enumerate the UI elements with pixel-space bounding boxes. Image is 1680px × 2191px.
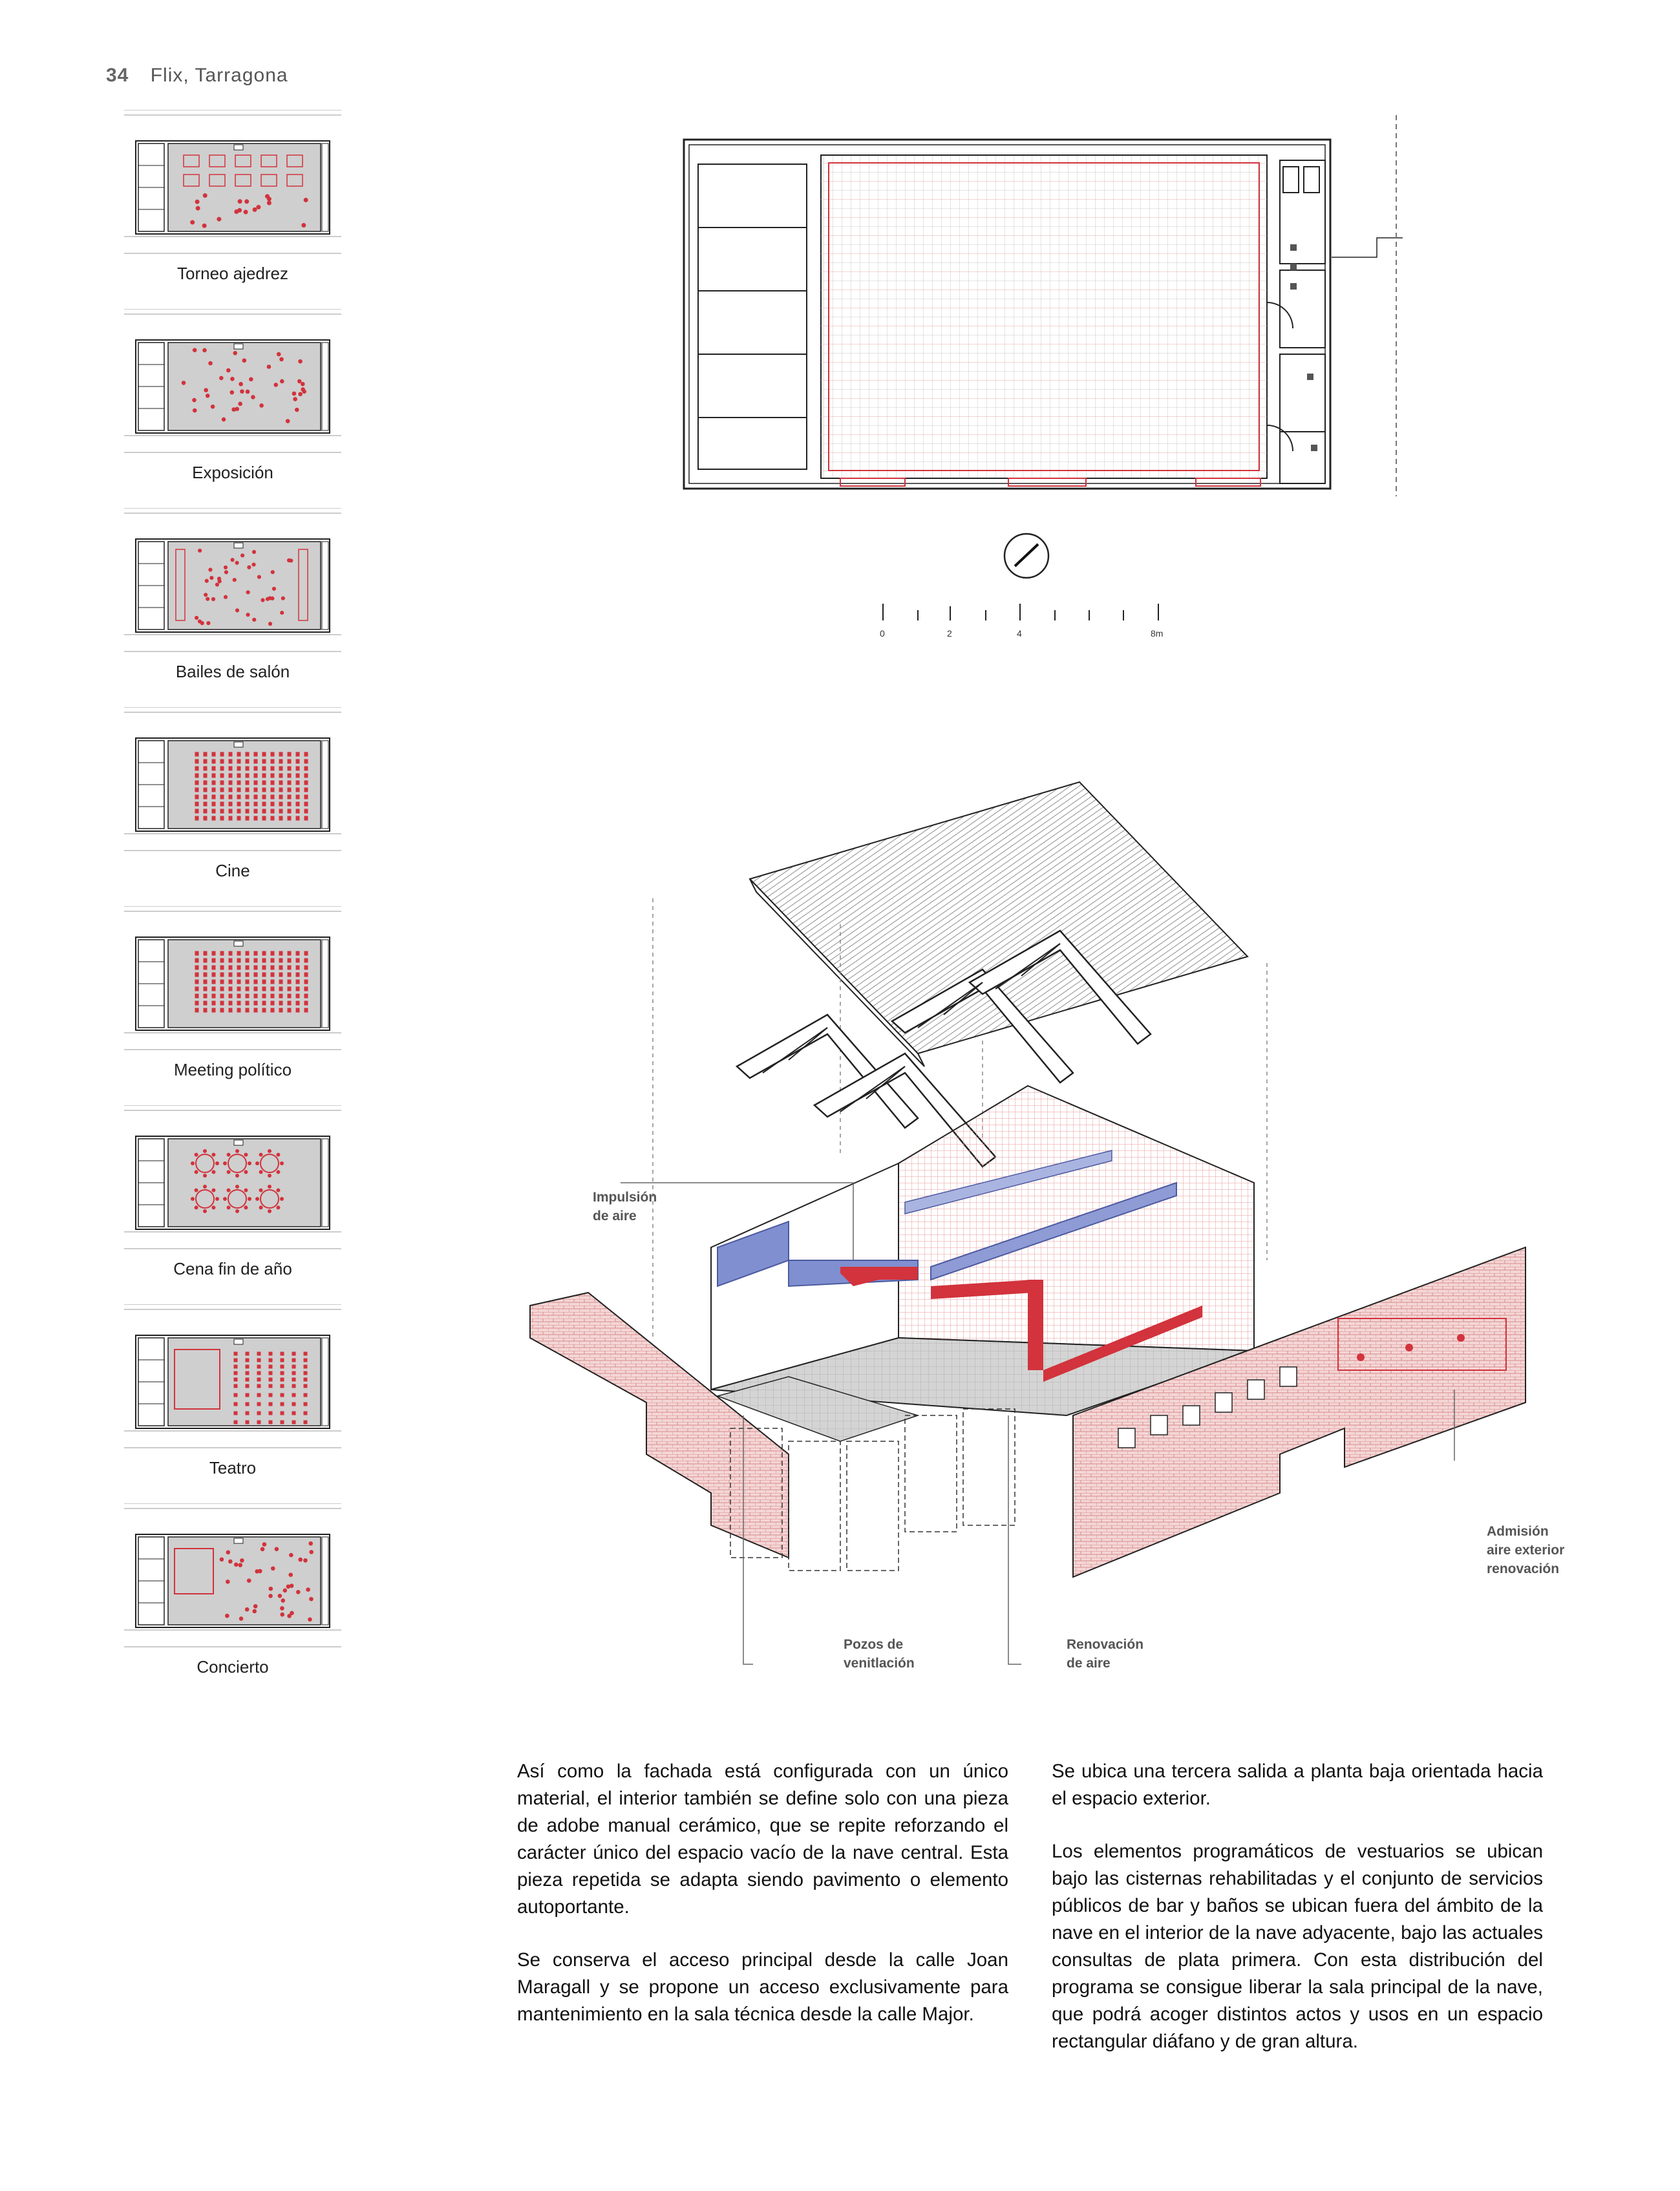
- layout-plan-theatre: [124, 1304, 341, 1453]
- layout-thumbnail: [124, 1105, 341, 1299]
- layout-caption: Cena fin de año: [173, 1259, 292, 1278]
- scale-label-8m: 8m: [1151, 628, 1164, 639]
- layout-thumbnail: [124, 309, 341, 503]
- north-arrow-icon: [1001, 530, 1052, 582]
- callout-line: de aire: [593, 1209, 637, 1223]
- layout-plan-meeting: [124, 906, 341, 1055]
- callout-line: de aire: [1067, 1656, 1111, 1671]
- axonometric-section: [517, 769, 1616, 1674]
- page-number: 34: [106, 65, 129, 86]
- body-text-column-1: [517, 1758, 1008, 2054]
- layout-plan-expo: [124, 309, 341, 458]
- callout-renovacion-aire: [1067, 1635, 1143, 1673]
- layout-thumbnail: [124, 707, 341, 901]
- paragraph: Se ubica una tercera salida a planta baja orientada hacia el espacio exterior.: [1052, 1761, 1543, 1809]
- callout-line: Admisión: [1487, 1524, 1549, 1539]
- callout-pozos-ventilacion: [844, 1635, 915, 1673]
- layout-caption: Teatro: [209, 1458, 257, 1477]
- layout-caption: Concierto: [197, 1657, 269, 1677]
- callout-impulsion-aire: [593, 1188, 657, 1225]
- layout-thumbnail: [124, 1503, 341, 1697]
- callout-line: renovación: [1487, 1561, 1560, 1576]
- body-text-column-2: [1052, 1758, 1543, 2081]
- callout-line: aire exterior: [1487, 1543, 1565, 1558]
- page-header: [106, 65, 288, 87]
- layout-caption: Exposición: [192, 463, 273, 482]
- layout-plan-dance: [124, 508, 341, 657]
- layout-thumbnail: [124, 1304, 341, 1498]
- paragraph: Así como la fachada está configurada con un único material, el interior también se define solo con una pieza de adobe manual cerámico, que se repite reforzando el carácter único del espacio vacío de la nave central. Esta pieza repetida se adapta siendo pavimento o elemento autoportante.: [517, 1761, 1008, 1918]
- page-location: Flix, Tarragona: [150, 65, 288, 86]
- layout-plan-concert: [124, 1503, 341, 1652]
- layout-plan-cinema: [124, 707, 341, 856]
- layout-thumbnail: [124, 110, 341, 304]
- layout-plan-chess: [124, 110, 341, 259]
- callout-line: venitlación: [844, 1656, 915, 1671]
- layout-thumbnail: [124, 906, 341, 1100]
- layout-caption: Torneo ajedrez: [177, 264, 288, 283]
- scale-label-4: 4: [1017, 628, 1022, 639]
- layout-plan-dinner: [124, 1105, 341, 1254]
- scale-bar: [873, 601, 1176, 639]
- scale-label-0: 0: [880, 628, 885, 639]
- layout-caption: Meeting político: [173, 1060, 292, 1079]
- callout-line: Impulsión: [593, 1190, 657, 1205]
- floor-plan: [679, 109, 1403, 496]
- callout-line: Renovación: [1067, 1637, 1144, 1652]
- layout-thumbnail: [124, 508, 341, 702]
- scale-label-2: 2: [947, 628, 952, 639]
- callout-admision-aire: [1487, 1522, 1564, 1578]
- callout-line: Pozos de: [844, 1637, 904, 1652]
- layout-caption: Cine: [215, 861, 250, 880]
- paragraph: Los elementos programáticos de vestuarios se ubican bajo las cisternas rehabilitadas y el conjunto de servicios públicos de bar y baños se ubican fuera del ámbito de la nave en el interior de la nave adyacente, bajo las actuales consultas de plata primera. Con esta distribución del programa se consigue liberar la sala principal de la nave, que podrá acoger distintos actos y usos en un espacio rectangular diáfano y de gran altura.: [1052, 1841, 1543, 2052]
- layout-caption: Bailes de salón: [175, 662, 290, 681]
- paragraph: Se conserva el acceso principal desde la calle Joan Maragall y se propone un acceso exclusivamente para mantenimiento en la sala técnica desde la calle Major.: [517, 1949, 1008, 2025]
